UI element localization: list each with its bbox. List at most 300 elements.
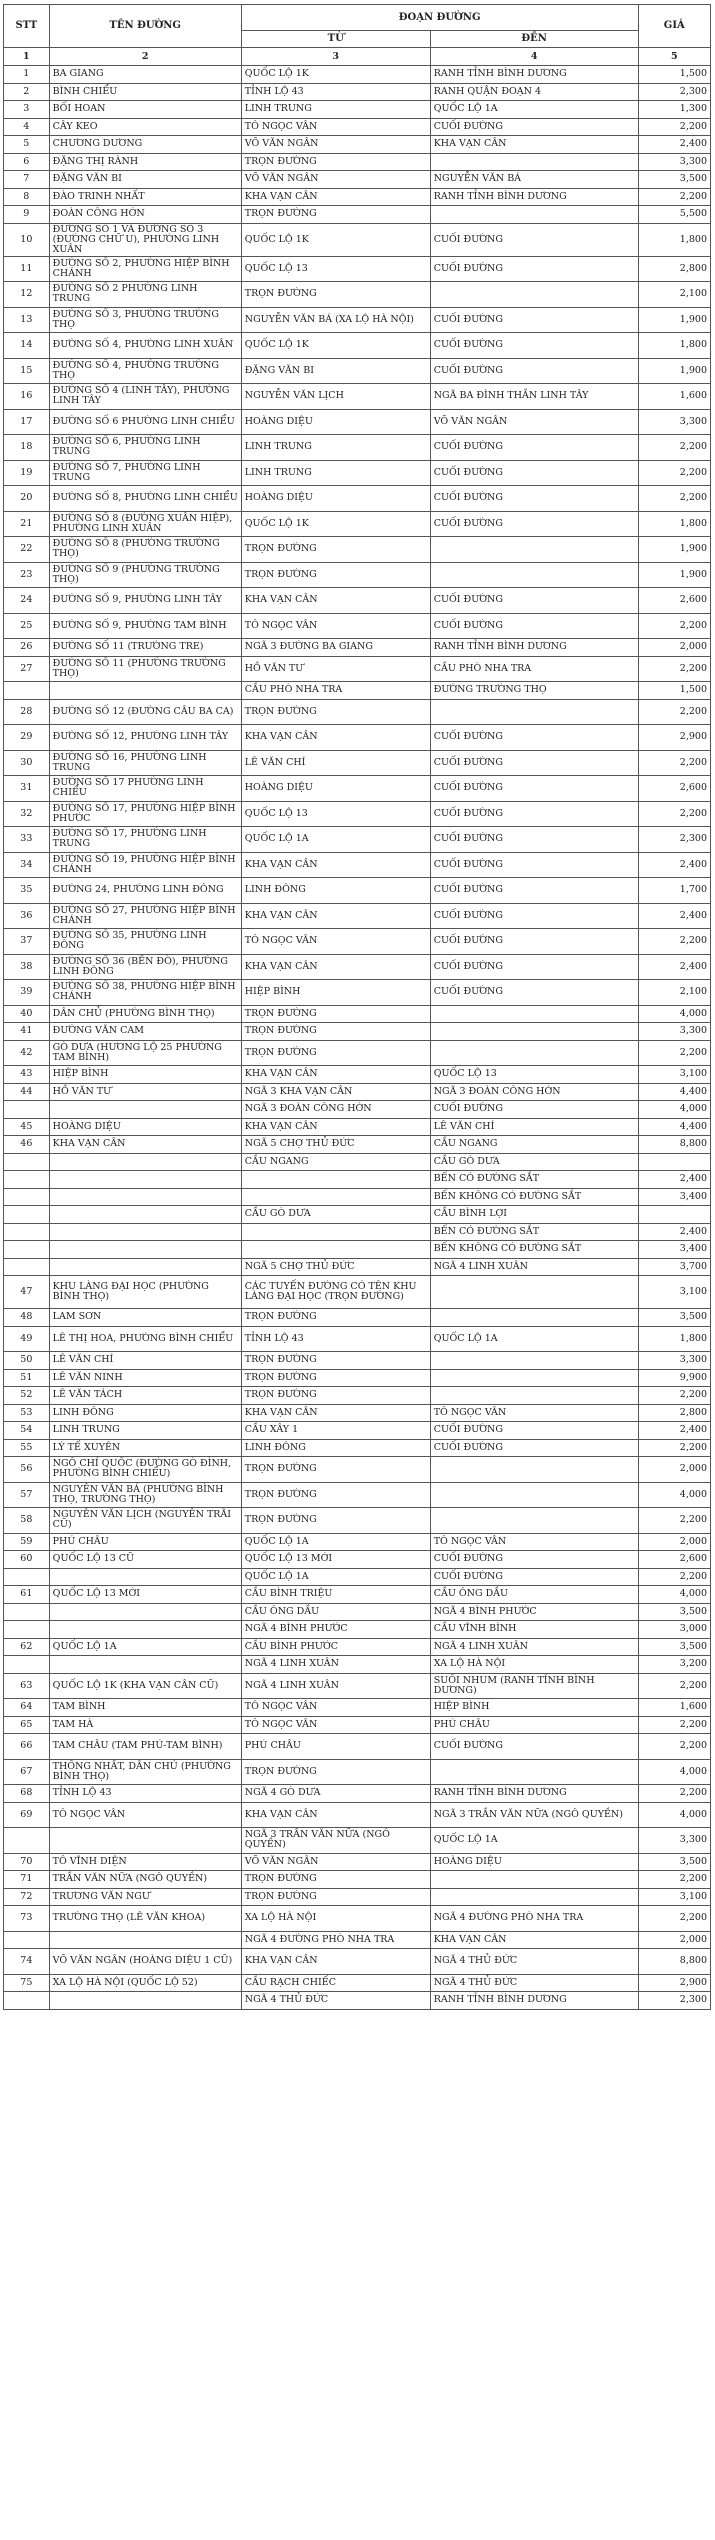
section-to: CUỐI ĐƯỜNG — [430, 256, 638, 282]
road-price: 2,000 — [638, 639, 710, 657]
section-from: QUỐC LỘ 13 — [241, 256, 430, 282]
row-stt — [4, 1171, 50, 1189]
table-row — [4, 1387, 711, 1405]
section-from: HOÀNG DIỆU — [241, 409, 430, 435]
table-row — [4, 1551, 711, 1569]
section-from: QUỐC LỘ 1A — [241, 1533, 430, 1551]
road-name: VÕ VĂN NGÂN (HOÀNG DIỆU 1 CŨ) — [49, 1949, 241, 1975]
table-row — [4, 118, 711, 136]
road-name — [49, 1241, 241, 1259]
road-price: 3,700 — [638, 1258, 710, 1276]
road-name: ĐƯỜNG SỐ 38, PHƯỜNG HIỆP BÌNH CHÁNH — [49, 980, 241, 1006]
road-price: 2,200 — [638, 435, 710, 461]
road-price: 3,000 — [638, 1621, 710, 1639]
road-price: 2,400 — [638, 1422, 710, 1440]
row-stt: 42 — [4, 1040, 50, 1066]
table-row — [4, 1949, 711, 1975]
header-road-section: ĐOẠN ĐƯỜNG — [241, 5, 638, 31]
row-stt: 28 — [4, 699, 50, 725]
road-name: ĐƯỜNG SỐ 12, PHƯỜNG LINH TÂY — [49, 725, 241, 751]
row-stt: 1 — [4, 66, 50, 84]
section-to: RANH TỈNH BÌNH DƯƠNG — [430, 639, 638, 657]
section-from: KHA VẠN CÂN — [241, 588, 430, 614]
road-price: 2,600 — [638, 1551, 710, 1569]
section-to: NGÃ 3 ĐOÀN CÔNG HỚN — [430, 1083, 638, 1101]
road-name: XA LỘ HÀ NỘI (QUỐC LỘ 52) — [49, 1974, 241, 1992]
section-from — [241, 1223, 430, 1241]
section-to: CUỐI ĐƯỜNG — [430, 460, 638, 486]
road-price: 1,300 — [638, 101, 710, 119]
road-name: BÌNH CHIỂU — [49, 83, 241, 101]
table-row — [4, 223, 711, 256]
table-row — [4, 699, 711, 725]
row-stt: 74 — [4, 1949, 50, 1975]
section-to: NGÃ 3 TRẦN VĂN NỮA (NGÔ QUYỀN) — [430, 1802, 638, 1828]
section-to: HIỆP BÌNH — [430, 1699, 638, 1717]
road-price: 3,500 — [638, 171, 710, 189]
section-from: QUỐC LỘ 13 MỚI — [241, 1551, 430, 1569]
section-from: TÔ NGỌC VÂN — [241, 929, 430, 955]
section-from: KHA VẠN CÂN — [241, 1802, 430, 1828]
section-to: CẦU PHÒ NHA TRA — [430, 656, 638, 682]
road-price: 2,000 — [638, 1457, 710, 1483]
table-row — [4, 1906, 711, 1932]
section-to: CUỐI ĐƯỜNG — [430, 613, 638, 639]
section-to: RANH TỈNH BÌNH DƯƠNG — [430, 1785, 638, 1803]
table-row — [4, 1785, 711, 1803]
section-to — [430, 1005, 638, 1023]
section-to: CUỐI ĐƯỜNG — [430, 1422, 638, 1440]
road-name: KHU LÀNG ĐẠI HỌC (PHƯỜNG BÌNH THỌ) — [49, 1276, 241, 1309]
section-to — [430, 1023, 638, 1041]
road-price: 2,400 — [638, 136, 710, 154]
road-price: 2,100 — [638, 980, 710, 1006]
section-to: NGÃ 4 LINH XUÂN — [430, 1258, 638, 1276]
section-to — [430, 1457, 638, 1483]
road-price: 1,700 — [638, 878, 710, 904]
section-to — [430, 282, 638, 308]
row-stt: 24 — [4, 588, 50, 614]
road-name: ĐƯỜNG SỐ 17, PHƯỜNG LINH TRUNG — [49, 827, 241, 853]
section-to: KHA VẠN CÂN — [430, 136, 638, 154]
table-row — [4, 1853, 711, 1871]
row-stt — [4, 1188, 50, 1206]
road-price: 3,100 — [638, 1066, 710, 1084]
road-name: PHÚ CHÂU — [49, 1533, 241, 1551]
road-price: 3,300 — [638, 1828, 710, 1854]
section-from: KHA VẠN CÂN — [241, 1118, 430, 1136]
section-from: TRỌN ĐƯỜNG — [241, 1871, 430, 1889]
table-row — [4, 1171, 711, 1189]
row-stt: 45 — [4, 1118, 50, 1136]
table-row — [4, 725, 711, 751]
table-row — [4, 537, 711, 563]
table-row — [4, 435, 711, 461]
section-from: NGÃ 3 TRẦN VĂN NỮA (NGÔ QUYỀN) — [241, 1828, 430, 1854]
row-stt — [4, 1992, 50, 2010]
row-stt: 5 — [4, 136, 50, 154]
table-row — [4, 1223, 711, 1241]
section-from: HOÀNG DIỆU — [241, 776, 430, 802]
section-from: TÔ NGỌC VÂN — [241, 118, 430, 136]
road-price: 9,900 — [638, 1369, 710, 1387]
table-row — [4, 954, 711, 980]
section-to: CẦU NGANG — [430, 1136, 638, 1154]
row-stt — [4, 1258, 50, 1276]
row-stt — [4, 1153, 50, 1171]
road-name — [49, 1621, 241, 1639]
road-price: 1,800 — [638, 511, 710, 537]
section-to: CUỐI ĐƯỜNG — [430, 903, 638, 929]
road-name: ĐƯỜNG SỐ 3, PHƯỜNG TRƯỜNG THỌ — [49, 307, 241, 333]
road-price: 2,200 — [638, 1439, 710, 1457]
section-to: CUỐI ĐƯỜNG — [430, 435, 638, 461]
road-price: 2,200 — [638, 1871, 710, 1889]
row-stt: 65 — [4, 1716, 50, 1734]
section-to: CẦU GÒ DƯA — [430, 1153, 638, 1171]
table-row — [4, 1992, 711, 2010]
row-stt: 48 — [4, 1309, 50, 1327]
section-from: NGÃ 3 KHA VẠN CÂN — [241, 1083, 430, 1101]
road-name: TAM CHÂU (TAM PHÚ-TAM BÌNH) — [49, 1734, 241, 1760]
row-stt: 44 — [4, 1083, 50, 1101]
table-row — [4, 1508, 711, 1534]
row-stt: 2 — [4, 83, 50, 101]
road-price: 1,900 — [638, 307, 710, 333]
section-to: CUỐI ĐƯỜNG — [430, 358, 638, 384]
section-from: HIỆP BÌNH — [241, 980, 430, 1006]
section-to: CUỐI ĐƯỜNG — [430, 1439, 638, 1457]
road-name: LINH TRUNG — [49, 1422, 241, 1440]
road-price: 2,200 — [638, 613, 710, 639]
table-row — [4, 588, 711, 614]
table-row — [4, 1241, 711, 1259]
road-name: ĐƯỜNG SỐ 9 (PHƯỜNG TRƯỜNG THỌ) — [49, 562, 241, 588]
section-to: NGUYỄN VĂN BÁ — [430, 171, 638, 189]
table-row — [4, 1352, 711, 1370]
header-price: GIÁ — [638, 5, 710, 48]
section-to — [430, 153, 638, 171]
table-row — [4, 1439, 711, 1457]
section-from: NGÃ 5 CHỢ THỦ ĐỨC — [241, 1258, 430, 1276]
road-name: ĐƯỜNG VĂN CAM — [49, 1023, 241, 1041]
road-name: HOÀNG DIỆU — [49, 1118, 241, 1136]
section-from: KHA VẠN CÂN — [241, 852, 430, 878]
section-from: HOÀNG DIỆU — [241, 486, 430, 512]
road-name: ĐƯỜNG SỐ 2 PHƯỜNG LINH TRUNG — [49, 282, 241, 308]
road-name: GÒ DƯA (HƯƠNG LỘ 25 PHƯỜNG TAM BÌNH) — [49, 1040, 241, 1066]
table-row — [4, 1974, 711, 1992]
section-from: LINH TRUNG — [241, 101, 430, 119]
section-from: TRỌN ĐƯỜNG — [241, 1457, 430, 1483]
row-stt: 71 — [4, 1871, 50, 1889]
row-stt — [4, 1931, 50, 1949]
row-stt — [4, 1621, 50, 1639]
road-name: BA GIANG — [49, 66, 241, 84]
road-name: ĐƯỜNG SỐ 1 VÀ ĐƯỜNG SỐ 3 (ĐƯỜNG CHỮ U), PHƯỜNG LINH XUÂN — [49, 223, 241, 256]
section-to: NGÃ 4 THỦ ĐỨC — [430, 1974, 638, 1992]
section-from: TRỌN ĐƯỜNG — [241, 1482, 430, 1508]
section-to: NGÃ 4 BÌNH PHƯỚC — [430, 1603, 638, 1621]
section-from: VÕ VĂN NGÂN — [241, 171, 430, 189]
road-price: 3,500 — [638, 1638, 710, 1656]
road-name: ĐƯỜNG SỐ 9, PHƯỜNG TAM BÌNH — [49, 613, 241, 639]
table-row — [4, 460, 711, 486]
road-name: ĐÀO TRINH NHẤT — [49, 188, 241, 206]
row-stt: 11 — [4, 256, 50, 282]
row-stt: 18 — [4, 435, 50, 461]
row-stt: 40 — [4, 1005, 50, 1023]
row-stt — [4, 1101, 50, 1119]
road-price: 3,400 — [638, 1188, 710, 1206]
road-name: TÔ NGỌC VÂN — [49, 1802, 241, 1828]
section-to: CẦU BÌNH LỢI — [430, 1206, 638, 1224]
section-to: TÔ NGỌC VÂN — [430, 1404, 638, 1422]
road-price: 2,200 — [638, 188, 710, 206]
section-to: CUỐI ĐƯỜNG — [430, 725, 638, 751]
row-stt: 46 — [4, 1136, 50, 1154]
section-to: CUỐI ĐƯỜNG — [430, 1568, 638, 1586]
price-document — [0, 4, 715, 2540]
table-row — [4, 1734, 711, 1760]
road-name: LÊ VĂN TÁCH — [49, 1387, 241, 1405]
row-stt: 13 — [4, 307, 50, 333]
section-from: TRỌN ĐƯỜNG — [241, 1759, 430, 1785]
road-name: LÊ VĂN CHÍ — [49, 1352, 241, 1370]
section-to: CẦU VĨNH BÌNH — [430, 1621, 638, 1639]
section-to: CUỐI ĐƯỜNG — [430, 929, 638, 955]
section-from: TRỌN ĐƯỜNG — [241, 1040, 430, 1066]
section-to: NGÃ 4 ĐƯỜNG PHÒ NHA TRA — [430, 1906, 638, 1932]
row-stt — [4, 1223, 50, 1241]
section-to: CUỐI ĐƯỜNG — [430, 511, 638, 537]
section-to: NGÃ 4 THỦ ĐỨC — [430, 1949, 638, 1975]
row-stt: 36 — [4, 903, 50, 929]
section-to: NGÃ 4 LINH XUÂN — [430, 1638, 638, 1656]
road-price: 2,900 — [638, 725, 710, 751]
road-price: 8,800 — [638, 1949, 710, 1975]
road-name: LÝ TẾ XUYÊN — [49, 1439, 241, 1457]
row-stt: 9 — [4, 206, 50, 224]
section-to: SUỐI NHUM (RANH TỈNH BÌNH DƯƠNG) — [430, 1673, 638, 1699]
road-price: 2,600 — [638, 588, 710, 614]
road-price: 4,000 — [638, 1005, 710, 1023]
road-price: 4,000 — [638, 1482, 710, 1508]
section-from: NGÃ 4 THỦ ĐỨC — [241, 1992, 430, 2010]
table-row — [4, 639, 711, 657]
section-from: TỈNH LỘ 43 — [241, 83, 430, 101]
row-stt: 25 — [4, 613, 50, 639]
road-name: ĐƯỜNG SỐ 4, PHƯỜNG LINH XUÂN — [49, 333, 241, 359]
road-name: ĐƯỜNG SỐ 6 PHƯỜNG LINH CHIỂU — [49, 409, 241, 435]
section-from: TRỌN ĐƯỜNG — [241, 153, 430, 171]
row-stt: 31 — [4, 776, 50, 802]
road-price: 2,200 — [638, 1568, 710, 1586]
row-stt: 10 — [4, 223, 50, 256]
table-row — [4, 682, 711, 700]
road-name: ĐƯỜNG SỐ 4, PHƯỜNG TRƯỜNG THỌ — [49, 358, 241, 384]
road-name: ĐƯỜNG 24, PHƯỜNG LINH ĐÔNG — [49, 878, 241, 904]
row-stt — [4, 1603, 50, 1621]
header-road-name: TÊN ĐƯỜNG — [49, 5, 241, 48]
row-stt: 20 — [4, 486, 50, 512]
table-row — [4, 1457, 711, 1483]
road-price: 2,200 — [638, 801, 710, 827]
road-price: 3,100 — [638, 1276, 710, 1309]
road-name: ĐƯỜNG SỐ 8 (PHƯỜNG TRƯỜNG THỌ) — [49, 537, 241, 563]
section-from: CẦU RẠCH CHIẾC — [241, 1974, 430, 1992]
road-name — [49, 1258, 241, 1276]
section-from: CẦU XÂY 1 — [241, 1422, 430, 1440]
row-stt: 27 — [4, 656, 50, 682]
column-number: 1 — [4, 48, 50, 66]
road-name: TRƯỜNG THỌ (LÊ VĂN KHOA) — [49, 1906, 241, 1932]
road-price: 2,200 — [638, 118, 710, 136]
section-to: CẦU ÔNG DẦU — [430, 1586, 638, 1604]
row-stt: 51 — [4, 1369, 50, 1387]
section-to: CUỐI ĐƯỜNG — [430, 878, 638, 904]
road-price: 2,200 — [638, 1906, 710, 1932]
road-price — [638, 1153, 710, 1171]
row-stt: 21 — [4, 511, 50, 537]
road-name: ĐƯỜNG SỐ 9, PHƯỜNG LINH TÂY — [49, 588, 241, 614]
road-name: ĐẶNG THỊ RÀNH — [49, 153, 241, 171]
road-name: HIỆP BÌNH — [49, 1066, 241, 1084]
table-row — [4, 980, 711, 1006]
section-from: TRỌN ĐƯỜNG — [241, 1352, 430, 1370]
section-to: QUỐC LỘ 1A — [430, 1326, 638, 1352]
road-price: 3,300 — [638, 1023, 710, 1041]
section-to — [430, 1276, 638, 1309]
row-stt: 59 — [4, 1533, 50, 1551]
road-price: 4,000 — [638, 1802, 710, 1828]
road-price: 3,100 — [638, 1888, 710, 1906]
section-to — [430, 1871, 638, 1889]
row-stt: 50 — [4, 1352, 50, 1370]
row-stt: 34 — [4, 852, 50, 878]
table-row — [4, 188, 711, 206]
section-to — [430, 1759, 638, 1785]
section-from: TRỌN ĐƯỜNG — [241, 1369, 430, 1387]
row-stt: 47 — [4, 1276, 50, 1309]
section-from: NGÃ 3 ĐƯỜNG BA GIANG — [241, 639, 430, 657]
row-stt: 49 — [4, 1326, 50, 1352]
table-row — [4, 1040, 711, 1066]
road-price: 8,800 — [638, 1136, 710, 1154]
road-name: ĐẶNG VĂN BI — [49, 171, 241, 189]
column-number: 2 — [49, 48, 241, 66]
table-row — [4, 801, 711, 827]
table-row — [4, 409, 711, 435]
table-row — [4, 1309, 711, 1327]
road-price: 2,200 — [638, 1508, 710, 1534]
table-row — [4, 384, 711, 410]
row-stt: 37 — [4, 929, 50, 955]
row-stt: 4 — [4, 118, 50, 136]
section-from: KHA VẠN CÂN — [241, 954, 430, 980]
section-from: ĐẶNG VĂN BI — [241, 358, 430, 384]
row-stt: 70 — [4, 1853, 50, 1871]
section-to: CUỐI ĐƯỜNG — [430, 801, 638, 827]
road-name — [49, 1931, 241, 1949]
row-stt: 60 — [4, 1551, 50, 1569]
section-from: TRỌN ĐƯỜNG — [241, 1023, 430, 1041]
row-stt: 68 — [4, 1785, 50, 1803]
section-to: CUỐI ĐƯỜNG — [430, 954, 638, 980]
road-price: 2,300 — [638, 827, 710, 853]
road-price: 5,500 — [638, 206, 710, 224]
table-row — [4, 1369, 711, 1387]
section-from: QUỐC LỘ 1K — [241, 66, 430, 84]
road-name: QUỐC LỘ 13 MỚI — [49, 1586, 241, 1604]
road-name: DÂN CHỦ (PHƯỜNG BÌNH THỌ) — [49, 1005, 241, 1023]
section-to: CUỐI ĐƯỜNG — [430, 980, 638, 1006]
road-name: NGUYỄN VĂN LỊCH (NGUYỄN TRÃI CŨ) — [49, 1508, 241, 1534]
section-to: QUỐC LỘ 1A — [430, 1828, 638, 1854]
section-from: NGUYỄN VĂN LỊCH — [241, 384, 430, 410]
section-from: KHA VẠN CÂN — [241, 188, 430, 206]
row-stt: 17 — [4, 409, 50, 435]
table-row — [4, 282, 711, 308]
row-stt: 54 — [4, 1422, 50, 1440]
row-stt: 32 — [4, 801, 50, 827]
road-price: 4,400 — [638, 1083, 710, 1101]
road-name: ĐƯỜNG SỐ 12 (ĐƯỜNG CÂU BA CA) — [49, 699, 241, 725]
road-price: 3,500 — [638, 1309, 710, 1327]
road-price: 2,200 — [638, 656, 710, 682]
row-stt: 19 — [4, 460, 50, 486]
section-from: NGÃ 4 LINH XUÂN — [241, 1673, 430, 1699]
row-stt: 69 — [4, 1802, 50, 1828]
row-stt — [4, 1568, 50, 1586]
road-name — [49, 1656, 241, 1674]
section-from: TRỌN ĐƯỜNG — [241, 562, 430, 588]
table-row — [4, 1888, 711, 1906]
row-stt — [4, 682, 50, 700]
section-to: RANH QUẬN ĐOẠN 4 — [430, 83, 638, 101]
road-name: HỒ VĂN TƯ — [49, 1083, 241, 1101]
road-price: 2,200 — [638, 1785, 710, 1803]
section-from: TRỌN ĐƯỜNG — [241, 1508, 430, 1534]
row-stt: 66 — [4, 1734, 50, 1760]
section-to: CUỐI ĐƯỜNG — [430, 588, 638, 614]
road-name: THỐNG NHẤT, DÂN CHỦ (PHƯỜNG BÌNH THỌ) — [49, 1759, 241, 1785]
row-stt: 33 — [4, 827, 50, 853]
section-to: BẾN KHÔNG CÓ ĐƯỜNG SẮT — [430, 1188, 638, 1206]
section-from: HỒ VĂN TƯ — [241, 656, 430, 682]
road-price: 1,800 — [638, 1326, 710, 1352]
section-from: TỈNH LỘ 43 — [241, 1326, 430, 1352]
road-name — [49, 1568, 241, 1586]
table-row — [4, 1656, 711, 1674]
road-price: 2,300 — [638, 1992, 710, 2010]
section-to: CUỐI ĐƯỜNG — [430, 223, 638, 256]
road-price: 2,200 — [638, 1734, 710, 1760]
table-row — [4, 1101, 711, 1119]
table-row — [4, 1482, 711, 1508]
road-price: 2,600 — [638, 776, 710, 802]
table-body — [4, 66, 711, 2010]
road-name: TAM HÀ — [49, 1716, 241, 1734]
section-from: QUỐC LỘ 1K — [241, 511, 430, 537]
table-row — [4, 1136, 711, 1154]
road-name — [49, 1206, 241, 1224]
road-price: 1,900 — [638, 358, 710, 384]
table-row — [4, 1188, 711, 1206]
road-price: 2,200 — [638, 1673, 710, 1699]
section-from: TÔ NGỌC VÂN — [241, 1699, 430, 1717]
road-price-table — [3, 4, 711, 2010]
